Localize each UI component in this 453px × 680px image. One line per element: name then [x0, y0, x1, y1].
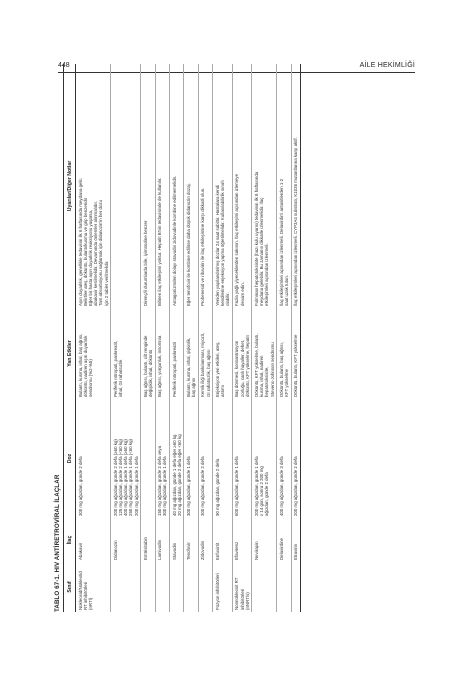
- cell-dose-line: 600 mg ağızdan, günde 1 defa: [234, 456, 240, 516]
- cell-notes-line: İlaç etkileşimleri açısından izlenmeli. Delavirdin'i antasitlerden 1-2: [278, 178, 284, 306]
- table-title: TABLO 67-1. HIV ANTİRETROVİRAL İLAÇLAR: [54, 474, 61, 612]
- cell-dose-line: 300 mg ağızdan, günde 1 defa: [162, 456, 168, 516]
- cell-dose: [141, 399, 155, 518]
- cell-side-effects-line: Döküntü, KFT yükselme, bulantı,: [253, 333, 259, 397]
- cell-class-line: inhibitörleri: [239, 588, 245, 610]
- cell-side-effects: [155, 308, 169, 399]
- cell-notes: [141, 64, 155, 308]
- drug-table: [63, 64, 301, 612]
- cell-side-effects-line: Bulantı, kusma, ishal, şişkinlik,: [185, 337, 191, 397]
- cell-dose: [213, 399, 233, 518]
- cell-drug: [155, 518, 169, 562]
- cell-notes-line: saat uzak tutun.: [284, 275, 289, 306]
- cell-side-effects: [141, 308, 155, 399]
- cell-drug: [232, 518, 252, 562]
- cell-class: [184, 562, 198, 612]
- cell-notes: [277, 64, 291, 308]
- cell-class: [155, 562, 169, 612]
- cell-notes-line: etkileşimleri açısından izlenmeli.: [264, 243, 270, 306]
- cell-notes: [198, 64, 212, 308]
- cell-side-effects-line: Baş dönmesi, konsantrasyon: [234, 340, 240, 397]
- cell-dose-line: 400 mg ağızdan, günde 3 defa: [278, 456, 284, 516]
- header-drug: İlaç: [64, 518, 76, 562]
- cell-class-line: Nükleosid/Nükleotid: [77, 571, 83, 610]
- cell-side-effects-line: sendromu (%2-%5): [87, 359, 93, 397]
- cell-dose: [198, 399, 212, 518]
- cell-dose-line: 200 mg ağızdan, günde 1 defa: [253, 456, 259, 516]
- cell-drug: [291, 518, 300, 562]
- cell-dose-line: 250 mg ağızdan, günde 1 defa (<60 kg): [128, 438, 134, 516]
- cell-notes-line: Belirtiler ateş, döküntü, bulantı/kusma ve grip benzeridir: [82, 197, 88, 306]
- cell-class-line: (nRTİ): [87, 597, 93, 610]
- cell-dose: [232, 399, 252, 518]
- cell-class: [76, 562, 111, 612]
- cell-side-effects-line: baş ağrısı: [191, 377, 197, 397]
- cell-side-effects-line: GI rahatsızlık, baş ağrısı: [205, 349, 211, 397]
- table-row: [252, 64, 277, 612]
- cell-class: [170, 562, 184, 612]
- cell-class: [252, 562, 277, 612]
- cell-dose-line: 300 mg ağızdan, günde 2 defa: [200, 456, 206, 516]
- cell-drug: [213, 518, 233, 562]
- table-row: [170, 64, 184, 612]
- cell-drug-text: Delavirdine: [278, 538, 284, 560]
- cell-notes-line: meydana gelebilir. Bu zamanın dikkatle izlenmelidir. İlaç: [259, 197, 265, 306]
- cell-dose-line: 400 mg ağızdan, günde 1 defa (≥60 kg): [123, 439, 129, 516]
- cell-class: [232, 562, 252, 612]
- cell-side-effects: [111, 308, 141, 399]
- cell-dose: [170, 399, 184, 518]
- cell-class-line: RT inhibitörleri: [82, 581, 88, 610]
- cell-side-effects-line: Baş ağrısı, bulantı, cilt renginde: [142, 335, 148, 397]
- cell-notes: [252, 64, 277, 308]
- cell-side-effects-line: değişiklik, ishal, döküntü: [147, 349, 153, 397]
- cell-side-effects: [277, 308, 291, 399]
- cell-dose: [76, 399, 111, 518]
- cell-side-effects-line: Stevens-Johnson sendromu: [269, 342, 275, 397]
- cell-side-effects: [291, 308, 300, 399]
- cell-class-line: Nonnükleosit RT: [234, 577, 240, 610]
- cell-side-effects-line: döküntü, KFT yükselme, hepatit: [244, 335, 250, 397]
- cell-class-line: (nNRTİs): [244, 592, 250, 610]
- cell-side-effects: [232, 308, 252, 399]
- cell-drug-text: Zidovudin: [200, 540, 206, 560]
- cell-side-effects: [213, 308, 233, 399]
- cell-side-effects: [252, 308, 277, 399]
- cell-notes: [155, 64, 169, 308]
- table-row: [76, 64, 111, 612]
- cell-drug-text: Abakavir: [77, 542, 83, 560]
- cell-class-line: Füzyon inhibitörleri: [214, 573, 220, 610]
- cell-side-effects-line: Enjeksiyon yeri etkileri, ateş,: [214, 341, 220, 397]
- cell-side-effects: [184, 308, 198, 399]
- cell-notes: [291, 64, 300, 308]
- cell-drug: [170, 518, 184, 562]
- cell-class: [198, 562, 212, 612]
- cell-dose-line: ağızdan, günde 2 defa: [264, 472, 270, 516]
- cell-drug: [141, 518, 155, 562]
- cell-notes: [76, 64, 111, 308]
- cell-notes-line: kendilerine enjeksiyon yapma öğretilmelidir. Kullanılabilirlik sınırlı: [219, 180, 225, 306]
- cell-drug-text: Tenofovir: [185, 542, 191, 560]
- cell-drug: [76, 518, 111, 562]
- cell-notes: [213, 64, 233, 308]
- cell-dose-line: 20 mg ağızdan, günde 2 defa eğer <60 kg: [176, 434, 182, 516]
- cell-notes-line: Bilinen ilaç etkileşimi yoktur. Hepatit B'nin tedavisinde de kullanılır.: [157, 177, 163, 306]
- cell-class: [291, 562, 300, 612]
- cell-drug-text: Etravirin: [293, 543, 299, 560]
- cell-notes-line: Antagonizmden dolayı stavudin zidovudinle kombine edilmemelidir.: [171, 175, 177, 306]
- header-row: [64, 64, 76, 612]
- cell-dose: [291, 399, 300, 518]
- cell-side-effects-line: ishal, GI rahatsızlık: [117, 359, 123, 397]
- cell-dose-line: 125 mg ağızdan, günde 2 defa (<60 kg): [117, 438, 123, 516]
- cell-side-effects-line: KFT yükselme: [284, 369, 289, 397]
- cell-side-effects-line: Baş ağrısı, yorgunluk, insomnia: [157, 335, 163, 397]
- cell-drug-text: Lamivudin: [157, 539, 163, 560]
- cell-side-effects-line: Döküntü, bulantı, baş ağrısı,: [278, 342, 284, 397]
- header-dose: Doz: [64, 399, 76, 518]
- cell-drug-text: Stavudin: [171, 542, 177, 560]
- table-row: [155, 64, 169, 612]
- cell-drug: [277, 518, 291, 562]
- table-row: [111, 64, 141, 612]
- table-row: [198, 64, 212, 612]
- cell-dose-line: 200 mg ağızdan, günde 2 defa: [293, 456, 299, 516]
- cell-dose-line: 40 mg ağızdan, günde 1 defa eğer ≥60 kg: [171, 434, 177, 516]
- cell-notes-line: Direnç/il durumlarda bile, iyimnüdine benzer: [142, 220, 148, 306]
- cell-dose-line: 300 mg ağızdan, günde 2 defa: [77, 456, 83, 516]
- table-row: [184, 64, 198, 612]
- cell-notes-line: devam edin.: [239, 282, 245, 306]
- cell-notes-line: Fulminan hepatotoksisite (bazı kulu uyarısı) tedavinin ilk 8 haftasında: [253, 171, 259, 306]
- page-number: 448: [58, 62, 70, 69]
- cell-side-effects-line: Bulantı, kusma, ishal, baş ağrısı,: [77, 333, 83, 397]
- cell-dose-line: 150 mg ağızdan, günde 2 defa veya: [157, 445, 163, 516]
- cell-dose-line: 200 mg ağızdan, günde 2 defa (≥60 kg): [112, 439, 118, 516]
- cell-side-effects-line: Kemik iliği baskılanması, miyozit,: [200, 332, 206, 397]
- cell-class: [277, 562, 291, 612]
- cell-notes-line: Yeniden yapılandırılmış dozlar 24 saat sabittir. Hastalara kendi: [214, 184, 220, 306]
- cell-drug-text: Enfuvirtit: [214, 542, 220, 560]
- table-row: [291, 64, 300, 612]
- cell-side-effects: [76, 308, 111, 399]
- cell-side-effects: [170, 308, 184, 399]
- cell-dose: [111, 399, 141, 518]
- cell-side-effects-line: kusma, ishal, nadiren: [259, 355, 265, 397]
- table-row: [213, 64, 233, 612]
- cell-dose: [184, 399, 198, 518]
- cell-notes-line: Eğer bir hasta aşırı duyarlılık reaksiyonu yaşarsa,: [87, 209, 93, 306]
- cell-drug: [184, 518, 198, 562]
- cell-dose-line: x 14 gün, sonra 2 200 mg: [259, 466, 265, 516]
- cell-drug: [252, 518, 277, 562]
- cell-side-effects-line: döküntü, nadiren aşırı duyarlılık: [82, 335, 88, 397]
- cell-drug-text: Nevirapin: [253, 541, 259, 560]
- cell-notes-line: Tam absorbsiyonu sağlamak için didanozin'in her dozu: [98, 199, 104, 306]
- running-head: AİLE HEKİMLİĞİ: [359, 62, 415, 69]
- table-row: [277, 64, 291, 612]
- cell-drug: [111, 518, 141, 562]
- cell-dose-line: 90 mg ağızdan, günde 2 defa: [214, 458, 220, 516]
- cell-notes: [184, 64, 198, 308]
- cell-notes-line: İlaç etkileşimleri açısından izlenmeli. CYP3A4 substratı, K1036 mutantlarına karşı aktif.: [293, 137, 299, 306]
- cell-side-effects-line: astımı: [219, 385, 225, 397]
- table-row: [232, 64, 252, 612]
- cell-notes-line: olabilir.: [225, 292, 231, 306]
- header-side-effects: Yan Etkiler: [64, 308, 76, 399]
- cell-notes-line: Probenesid ve ribavirin ile ilaç etkileşimine karşı dikkatli olun.: [200, 187, 206, 306]
- cell-notes-line: Aşırı duyarlılık, genellikle tedavinin ilk 6 haftasında meydana gelir.: [77, 178, 83, 306]
- cell-notes-line: Eğer tenofovir ile kombine edilirse daha düşük didanozin dozaj.: [185, 183, 191, 306]
- table-row: [141, 64, 155, 612]
- cell-dose-line: 200 mg ağızdan, günde 1 defa: [133, 456, 139, 516]
- cell-class: [141, 562, 155, 612]
- header-notes: Uyarılar/Diğer Notlar: [64, 64, 76, 308]
- cell-side-effects-line: zorluğu, canlı hayaller, dehet,: [239, 339, 245, 397]
- cell-dose-line: 300 mg ağızdan, günde 1 defa: [185, 456, 191, 516]
- cell-side-effects: [198, 308, 212, 399]
- table-body: [76, 64, 301, 612]
- cell-side-effects-line: Döküntü, bulantı, KFT yükselme: [293, 334, 299, 397]
- cell-dose: [252, 399, 277, 518]
- cell-side-effects-line: hepatotoksisite,: [264, 366, 270, 397]
- cell-drug-text: Didanozin: [112, 540, 118, 560]
- cell-notes-line: abakavir kesilmelidir. Devamında önlemler alınmalıdır.: [93, 201, 99, 306]
- cell-dose: [155, 399, 169, 518]
- cell-drug: [198, 518, 212, 562]
- cell-notes: [232, 64, 252, 308]
- header-class: Sınıf: [64, 562, 76, 612]
- cell-drug-text: Efavirenz: [234, 541, 240, 560]
- cell-notes-line: için 2 tablet verilmelidir.: [103, 260, 109, 306]
- cell-drug-text: Emtrisitabin: [142, 537, 148, 560]
- cell-side-effects-line: Periferik nöropati, pankreatit,: [112, 340, 118, 397]
- rotated-table-block: [53, 84, 385, 612]
- cell-dose: [277, 399, 291, 518]
- cell-notes: [111, 64, 141, 308]
- cell-notes: [170, 64, 184, 308]
- cell-class: [111, 562, 141, 612]
- cell-class: [213, 562, 233, 612]
- cell-notes-line: Fazla yağlı yiyeceklerden sakının. İlaç etkileşimi açısından izlemeye: [234, 173, 240, 306]
- cell-side-effects-line: Periferik nöropati, pankreatit: [171, 342, 177, 397]
